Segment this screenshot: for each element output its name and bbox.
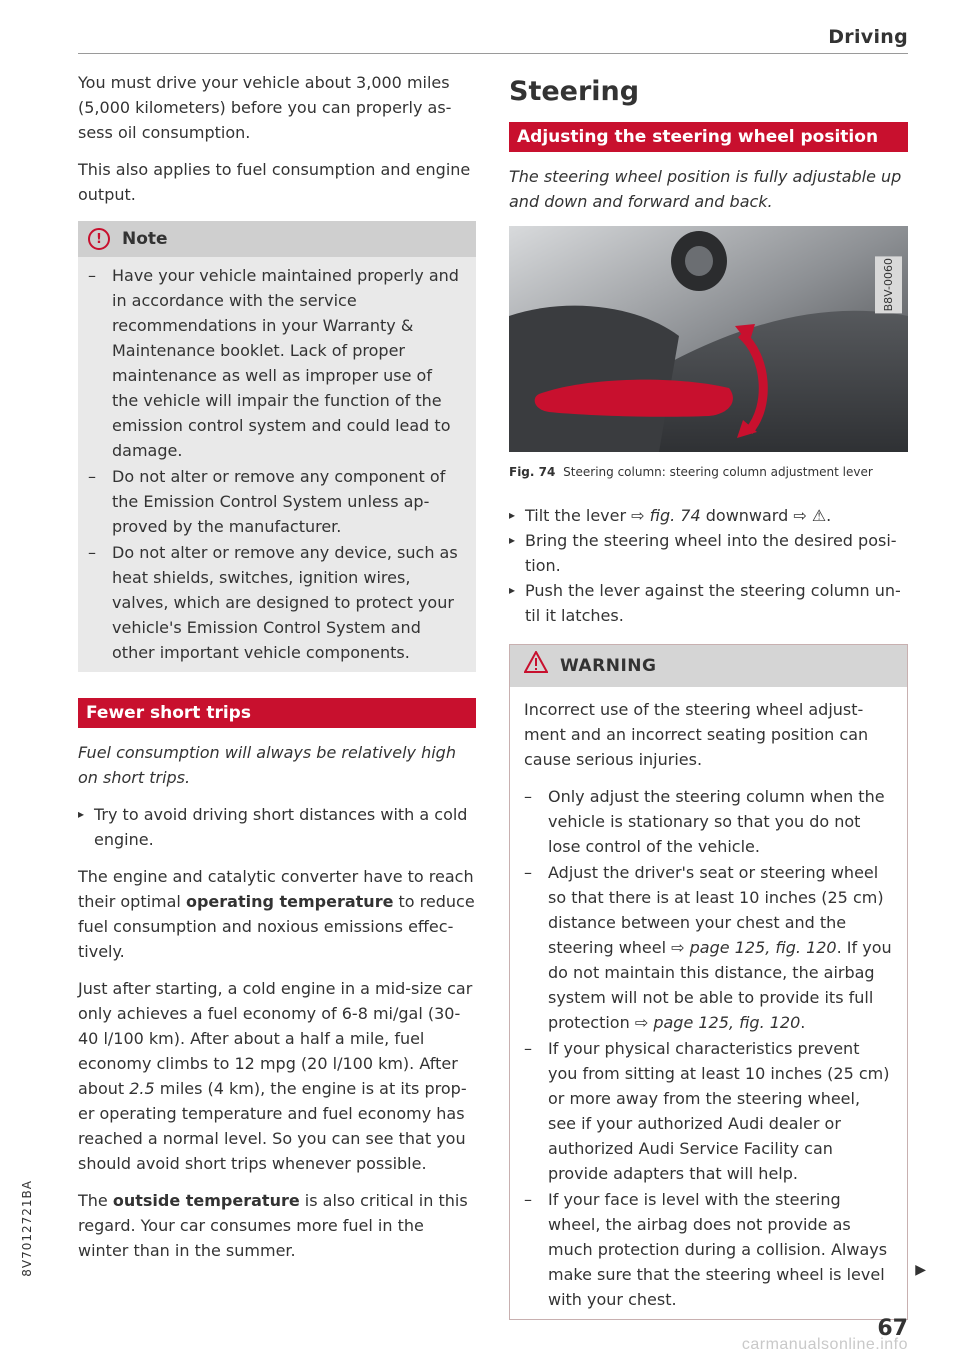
warning-list bbox=[524, 784, 893, 1312]
note-icon: ! bbox=[88, 228, 110, 250]
fewer-lead: Fuel consumption will always be relatively high on short trips. bbox=[78, 743, 456, 787]
fewer-short-trips-heading: Fewer short trips bbox=[78, 698, 476, 728]
document-code: 8V7012721BA bbox=[20, 1180, 34, 1277]
note-item: – Have your vehicle maintained properly and in accordance with the service recommendations in your Warranty & Maintenance booklet. Lack of proper maintenance as well as improper use of the vehicle will impair the function of the emission control system and could lead to damage. bbox=[88, 263, 462, 463]
adjusting-heading: Adjusting the steering wheel position bbox=[509, 122, 908, 152]
warning-intro: Incorrect use of the steering wheel adjustment and an incorrect seating position can cause serious injuries. bbox=[524, 700, 869, 769]
warning-triangle-icon bbox=[524, 651, 548, 681]
steering-step: ▸ Tilt the lever ⇨ fig. 74 downward ⇨ ⚠. bbox=[509, 503, 908, 528]
section-title: Driving bbox=[828, 26, 908, 48]
fewer-paragraph-1: The engine and catalytic converter have to reach their optimal operating temperature to reduce fuel consumption and noxious emissions effectively. bbox=[78, 867, 475, 961]
note-item: – Do not alter or remove any component of the Emission Control System unless approved by the manufacturer. bbox=[88, 464, 462, 539]
note-list bbox=[88, 263, 462, 665]
steering-step: ▸ Bring the steering wheel into the desired position. bbox=[509, 528, 908, 578]
note-title: Note bbox=[122, 228, 168, 249]
fewer-step: ▸ Try to avoid driving short distances with a cold engine. bbox=[78, 802, 476, 852]
intro-paragraph-1: You must drive your vehicle about 3,000 miles (5,000 kilometers) before you can properly assess oil consumption. bbox=[78, 73, 452, 142]
steering-steps bbox=[509, 503, 908, 628]
note-box bbox=[78, 221, 476, 672]
warning-item: – If your physical characteristics prevent you from sitting at least 10 inches (25 cm) or more away from the steering wheel, see if your authorized Audi dealer or authorized Audi Service Facility can provide adapters that will help. bbox=[524, 1036, 893, 1186]
header-rule bbox=[78, 53, 908, 54]
figure-caption: Fig. 74 Steering column: steering column adjustment lever bbox=[509, 465, 873, 479]
left-column bbox=[78, 70, 476, 1275]
warning-title: WARNING bbox=[560, 655, 657, 676]
fewer-steps bbox=[78, 802, 476, 852]
page-number: 67 bbox=[877, 1316, 908, 1341]
note-item: – Do not alter or remove any device, such as heat shields, switches, ignition wires, valves, which are designed to protect your vehicle's Emission Control System and other important vehicle components. bbox=[88, 540, 462, 665]
steering-lead: The steering wheel position is fully adjustable up and down and forward and back. bbox=[509, 167, 902, 211]
fewer-paragraph-2: Just after starting, a cold engine in a mid-size car only achieves a fuel economy of 6-8 mi/gal (30-40 l/100 km). After about a half a mile, fuel economy climbs to 12 mpg (20 l/100 km). After about 2.5 miles (4 km), the engine is at its proper operating temperature and fuel economy has reached a normal level. So you can see that you should avoid short trips whenever possible. bbox=[78, 979, 473, 1173]
warning-item: – Adjust the driver's seat or steering wheel so that there is at least 10 inches (25 cm) distance between your chest and the steering wheel ⇨ page 125, fig. 120. If you do not maintain this distance, the airbag system will not be able to provide its full protection ⇨ page 125, fig. 120. bbox=[524, 860, 893, 1035]
warning-item: – If your face is level with the steering wheel, the airbag does not provide as much protection during a collision. Always make sure that the steering wheel is level with your chest. bbox=[524, 1187, 893, 1312]
right-column bbox=[509, 70, 908, 1320]
note-header bbox=[78, 221, 476, 257]
warning-item: – Only adjust the steering column when the vehicle is stationary so that you do not lose control of the vehicle. bbox=[524, 784, 893, 859]
fewer-paragraph-3: The outside temperature is also critical in this regard. Your car consumes more fuel in the winter than in the summer. bbox=[78, 1191, 468, 1260]
warning-header bbox=[510, 645, 907, 687]
next-page-arrow-icon: ▶ bbox=[915, 1262, 926, 1278]
intro-paragraph-2: This also applies to fuel consumption and engine output. bbox=[78, 160, 471, 204]
figure-code: B8V-0060 bbox=[875, 256, 902, 313]
steering-step: ▸ Push the lever against the steering column until it latches. bbox=[509, 578, 908, 628]
warning-box bbox=[509, 644, 908, 1320]
steering-column-illustration bbox=[509, 226, 908, 452]
steering-title: Steering bbox=[509, 76, 640, 107]
steering-column-figure bbox=[509, 226, 908, 452]
watermark: carmanualsonline.info bbox=[741, 1336, 908, 1353]
